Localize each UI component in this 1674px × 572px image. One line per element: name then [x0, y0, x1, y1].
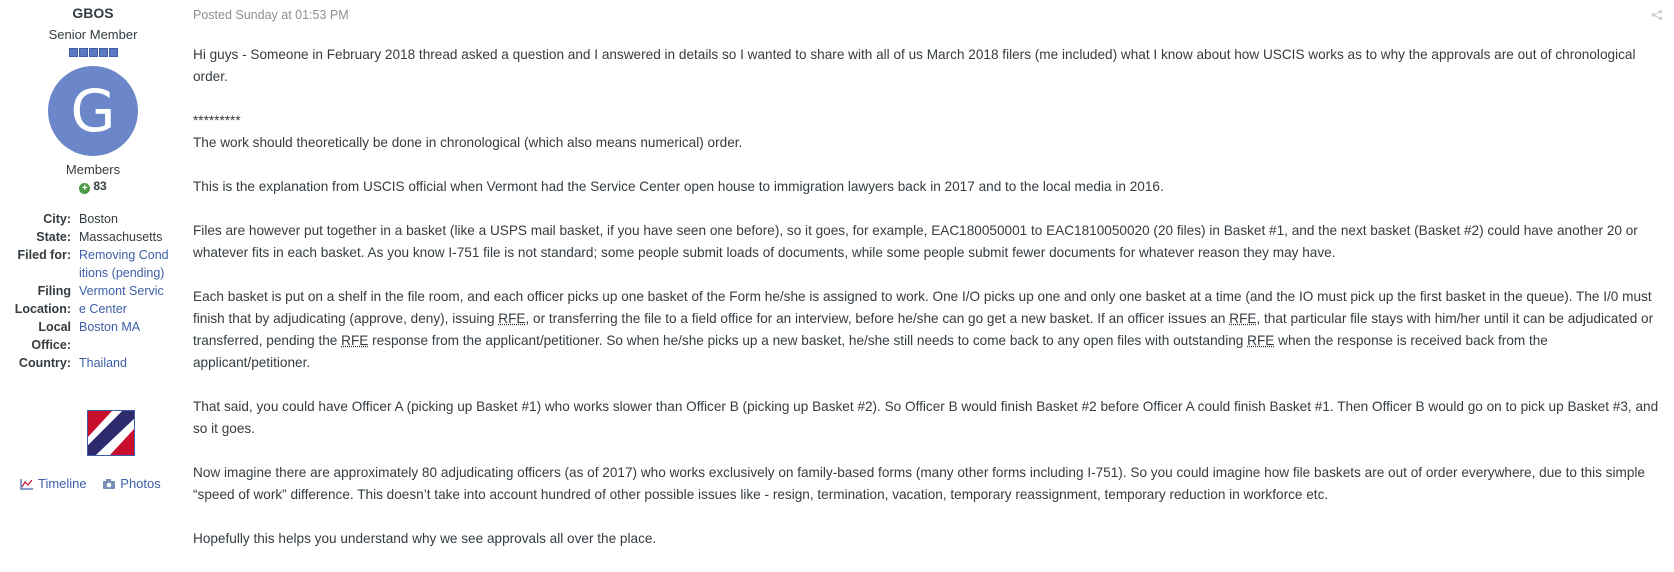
field-country: [0, 354, 186, 372]
member-title: Senior Member: [48, 27, 138, 42]
field-value-link[interactable]: Vermont Service Center: [79, 284, 164, 316]
post-paragraph: The work should theoretically be done in chronological (which also means numerical) order.: [193, 135, 743, 150]
rank-pips: [0, 48, 186, 58]
post-date[interactable]: Posted Sunday at 01:53 PM: [193, 8, 349, 22]
field-label: State:: [36, 230, 71, 244]
post-paragraph: Hi guys - Someone in February 2018 thread asked a question and I answered in details so I wanted to share with all of us March 2018 filers (me included) what I know about how USCIS works as to why the approvals are out of chronological order.: [193, 47, 1636, 84]
post-text: , or transferring the file to a field office for an interview, before he/she can go get a new basket. If an officer issues an: [525, 311, 1230, 326]
author-username[interactable]: GBOS: [72, 5, 114, 21]
plus-circle-icon: +: [79, 183, 90, 194]
post-paragraph: This is the explanation from USCIS official when Vermont had the Service Center open house to immigration lawyers back in 2017 and to the local media in 2016.: [193, 179, 1164, 194]
post-text: Each basket is put on a shelf in the file room, and each officer picks up one basket of the Form he/she is assigned to work. One I/O picks up one and only one basket at a time (and the IO must pick up the first basket in the queue). The I/0 must finish that by adjudicating (approve, deny), issuing: [193, 289, 1652, 326]
field-value: Massachusetts: [79, 230, 163, 244]
rank-pip-icon: [89, 48, 98, 57]
post-content: [193, 0, 1663, 572]
post-paragraph: Hopefully this helps you understand why we see approvals all over the place.: [193, 531, 657, 546]
timeline-link[interactable]: [20, 476, 90, 491]
post-separator: *********: [193, 113, 241, 128]
field-label: City:: [43, 212, 71, 226]
post-paragraph: Now imagine there are approximately 80 adjudicating officers (as of 2017) who works exclusively on family-based forms (many other forms including I-751). So you could imagine how file baskets are out of order everywhere, due to this simple “speed of work” difference. This doesn’t take into account hundred of other possible issues like - resign, termination, vacation, temporary reassignment, temporary reduction in workforce etc.: [193, 465, 1645, 502]
post-paragraph: Files are however put together in a basket (like a USPS mail basket, if you have seen one before), so it goes, for example, EAC180050001 to EAC1810050020 (20 files) in Basket #1, and the next basket (Basket #2) could have another 20 or whatever fits in each basket. As you know I-751 file is not standard; some people submit loads of documents, while some people submit fewer documents for whatever reason they may have.: [193, 223, 1638, 260]
field-label: Country:: [18, 356, 71, 370]
rank-pip-icon: [109, 48, 118, 57]
rank-pip-icon: [99, 48, 108, 57]
reputation-badge: [0, 179, 186, 194]
field-value-link[interactable]: Boston MA: [79, 320, 141, 334]
profile-links: [20, 476, 173, 491]
rfe-abbreviation: RFE: [1229, 311, 1257, 326]
field-label: Filing Location:: [14, 284, 71, 316]
share-icon[interactable]: [1651, 9, 1663, 21]
timeline-label: Timeline: [38, 476, 87, 491]
timeline-icon: [20, 478, 34, 490]
field-filed-for: [0, 246, 186, 282]
camera-icon: [102, 478, 116, 490]
profile-fields: [0, 210, 186, 372]
rfe-abbreviation: RFE: [341, 333, 369, 348]
rfe-abbreviation: RFE: [498, 311, 526, 326]
post-text: response from the applicant/petitioner. So when he/she picks up a new basket, he/she still needs to come back to any open files with outstanding: [368, 333, 1248, 348]
field-value-link[interactable]: Removing Conditions (pending): [79, 248, 169, 280]
photos-link[interactable]: [102, 476, 160, 491]
rfe-abbreviation: RFE: [1247, 333, 1275, 348]
field-value-link[interactable]: Thailand: [79, 356, 127, 370]
photos-label: Photos: [120, 476, 161, 491]
field-value: Boston: [79, 212, 118, 226]
field-city: [0, 210, 186, 228]
field-local-office: [0, 318, 186, 354]
country-flag-icon: [87, 410, 135, 456]
rank-pip-icon: [69, 48, 78, 57]
post-paragraph: [193, 286, 1663, 374]
field-filing-location: [0, 282, 186, 318]
field-state: [0, 228, 186, 246]
post-text: , that particular file stays with him/her until it can be adjudicated or transferred, pending the: [193, 311, 1654, 348]
reputation-count: 83: [93, 179, 107, 193]
post-body: [193, 44, 1663, 550]
avatar[interactable]: G: [48, 66, 138, 156]
member-group: Members: [65, 162, 121, 177]
field-label: Filed for:: [17, 248, 71, 262]
post-paragraph: That said, you could have Officer A (picking up Basket #1) who works slower than Officer B (picking up Basket #2). So Officer B would finish Basket #2 before Officer A could finish Basket #1. Then Officer B would go on to pick up Basket #3, and so it goes.: [193, 399, 1659, 436]
field-label: Local Office:: [31, 320, 71, 352]
post-text: when the response is received back from the applicant/petitioner.: [193, 333, 1548, 370]
rank-pip-icon: [79, 48, 88, 57]
